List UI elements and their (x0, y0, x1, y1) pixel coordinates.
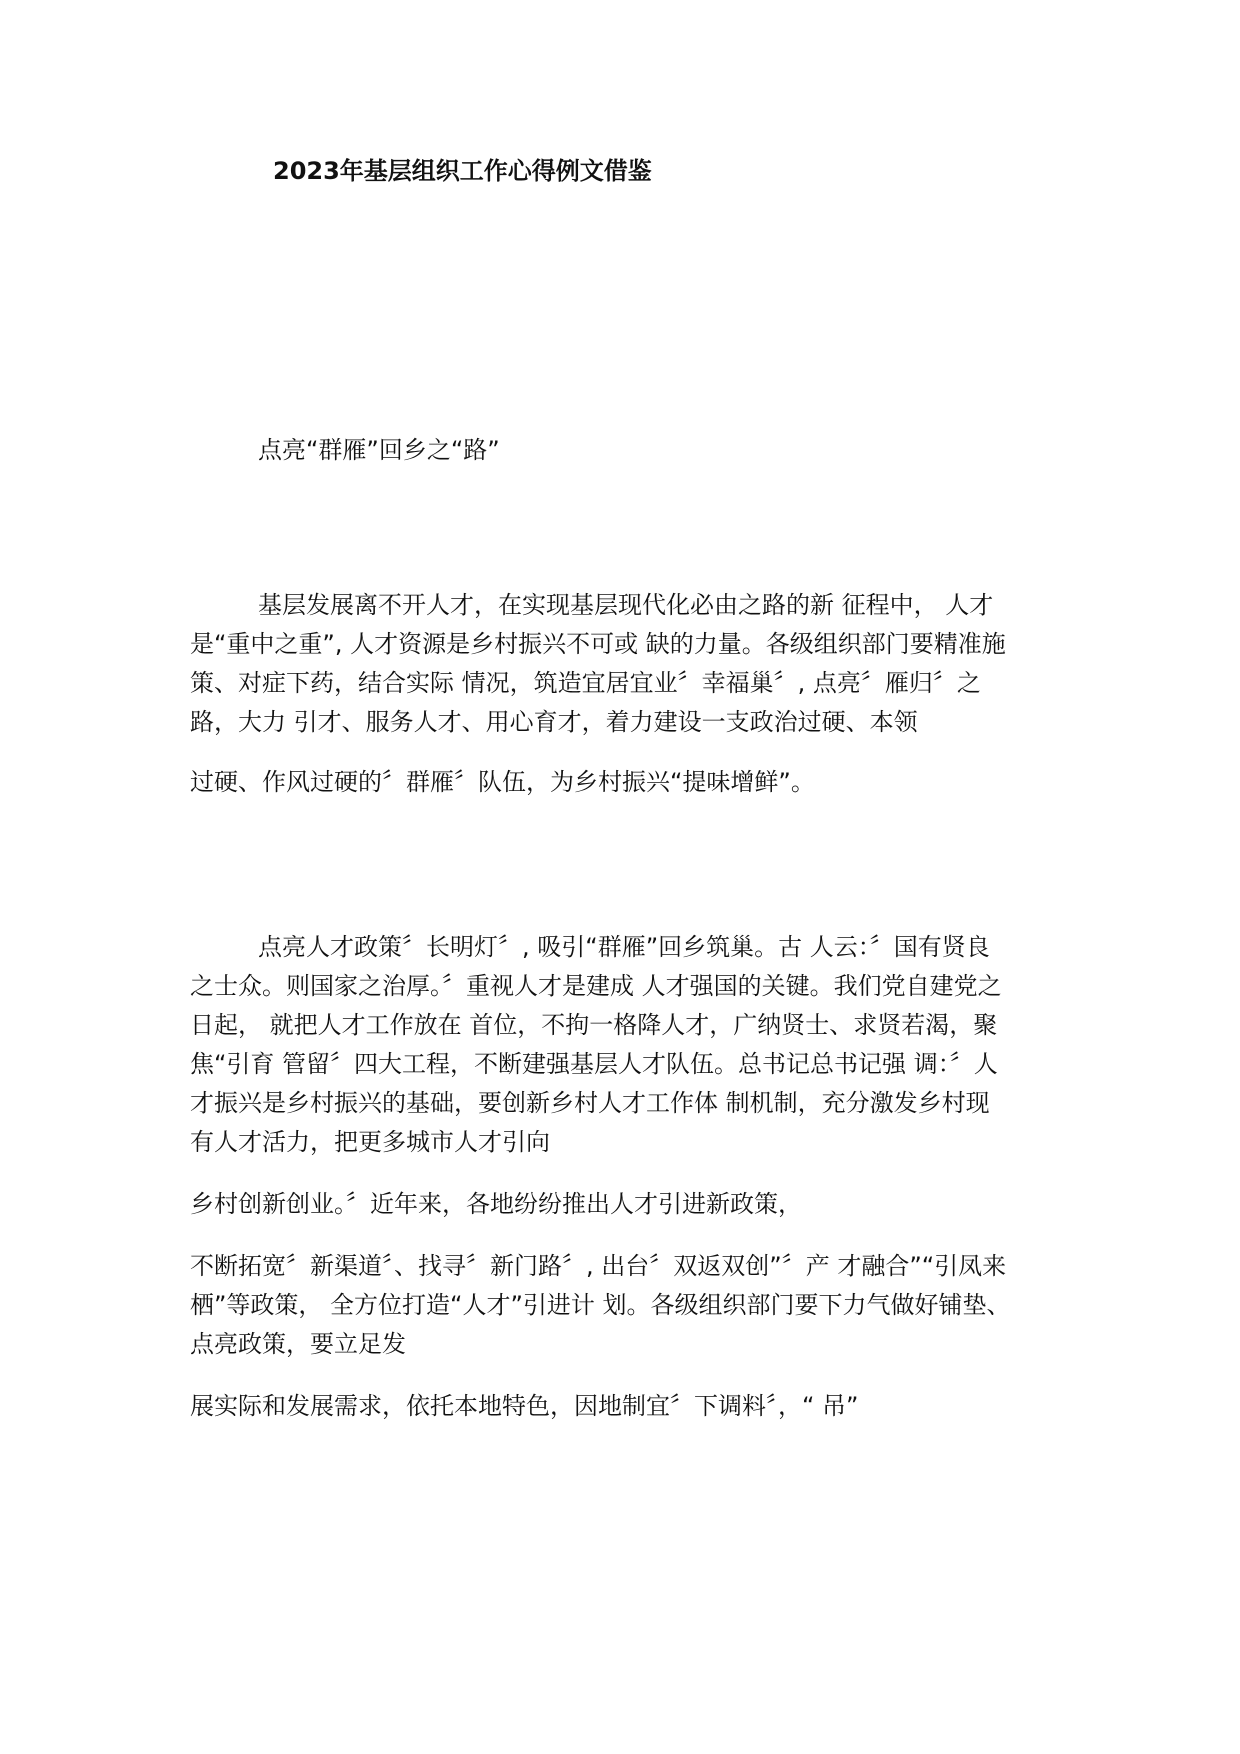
document-title: 2023年基层组织工作心得例文借鉴 (273, 157, 652, 185)
paragraph-line: 点亮人才政策〞长明灯〞, 吸引“群雁”回乡筑巢。古 人云：〞国有贤良 (258, 933, 990, 961)
paragraph-line: 点亮政策，要立足发 (190, 1330, 406, 1358)
paragraph-line: 基层发展离不开人才，在实现基层现代化必由之路的新 征程中， 人才 (258, 591, 994, 619)
paragraph-line: 路，大力 引才、服务人才、用心育才，着力建设一支政治过硬、本领 (190, 708, 918, 736)
paragraph-line: 乡村创新创业。〞近年来，各地纷纷推出人才引进新政策， (190, 1190, 802, 1218)
paragraph-line: 之士众。则国家之治厚。〞重视人才是建成 人才强国的关键。我们党自建党之 (190, 972, 1002, 1000)
paragraph-line: 是“重中之重”, 人才资源是乡村振兴不可或 缺的力量。各级组织部门要精准施 (190, 630, 1006, 658)
paragraph-line: 不断拓宽〞新渠道〞、找寻〞新门路〞, 出台〞双返双创”〞产 才融合”“引凤来 (190, 1252, 1007, 1280)
paragraph-line: 过硬、作风过硬的〞群雁〞队伍，为乡村振兴“提味增鲜”。 (190, 768, 815, 796)
paragraph-line: 策、对症下药，结合实际 情况，筑造宜居宜业〞幸福巢〞, 点亮〞雁归〞之 (190, 669, 981, 697)
paragraph-line: 栖”等政策， 全方位打造“人才”引进计 划。各级组织部门要下力气做好铺垫、 (190, 1291, 1011, 1319)
paragraph-line: 有人才活力，把更多城市人才引向 (190, 1128, 550, 1156)
section-heading: 点亮“群雁”回乡之“路” (258, 436, 500, 464)
paragraph-line: 日起， 就把人才工作放在 首位，不拘一格降人才，广纳贤士、求贤若渴，聚 (190, 1011, 998, 1039)
paragraph-line: 才振兴是乡村振兴的基础，要创新乡村人才工作体 制机制，充分激发乡村现 (190, 1089, 990, 1117)
paragraph-line: 焦“引育 管留〞四大工程，不断建强基层人才队伍。总书记总书记强 调：〞人 (190, 1050, 998, 1078)
paragraph-line: 展实际和发展需求，依托本地特色，因地制宜〞下调料〞，“ 吊” (190, 1392, 859, 1420)
